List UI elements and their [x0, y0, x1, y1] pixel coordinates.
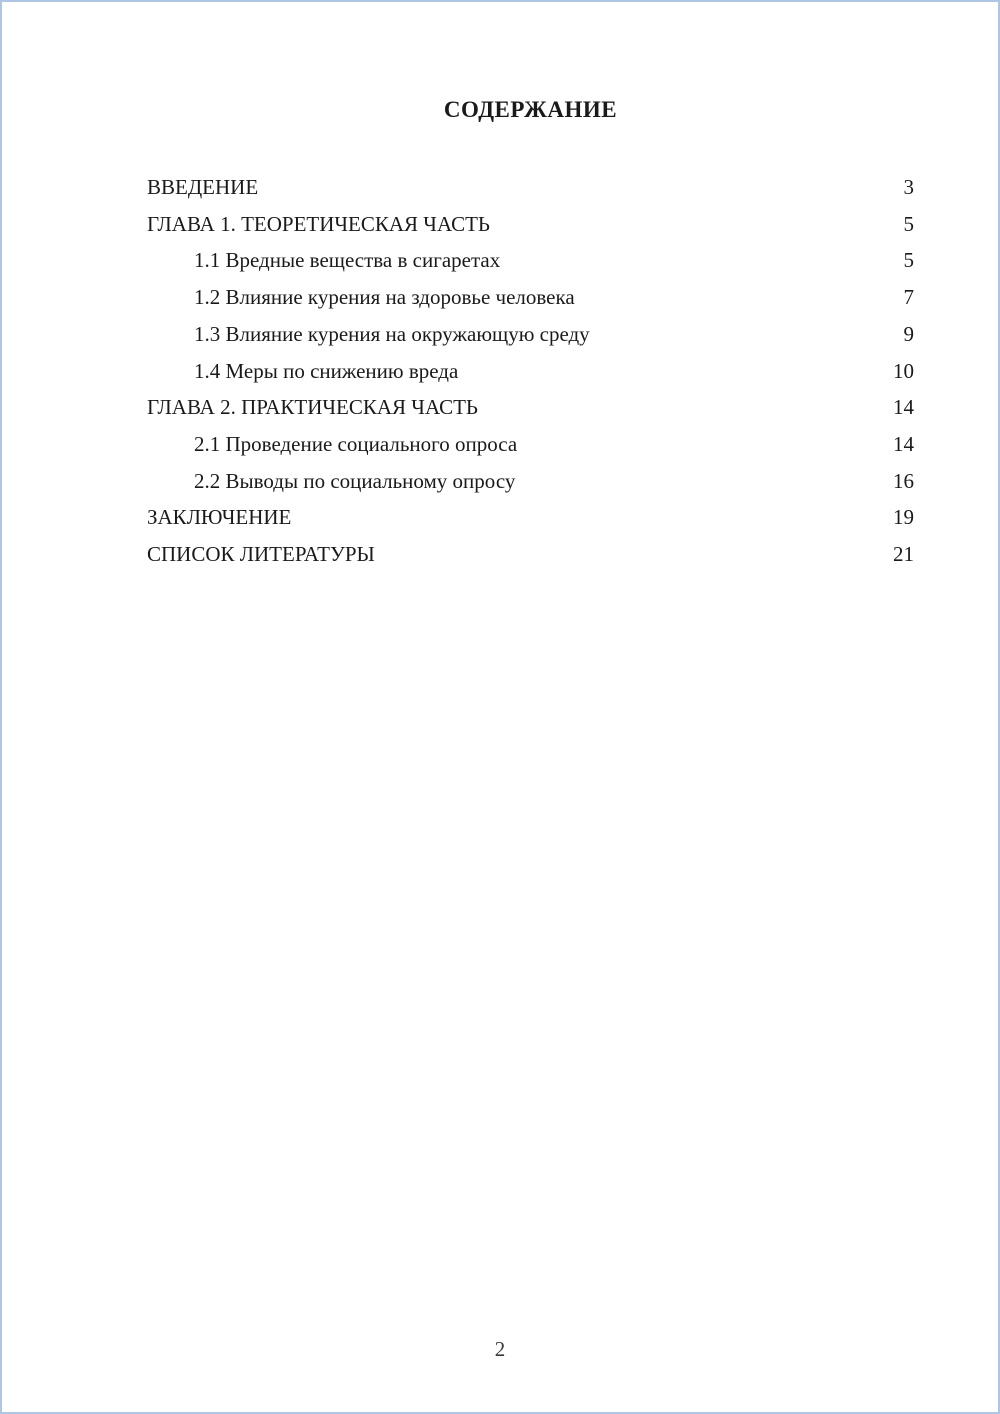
toc-entry-page: 10 [893, 358, 914, 383]
toc-entry [147, 463, 914, 500]
toc-entry-label: ЗАКЛЮЧЕНИЕ [147, 505, 292, 530]
toc-entry-label: ГЛАВА 1. ТЕОРЕТИЧЕСКАЯ ЧАСТЬ [147, 211, 490, 236]
page-title: СОДЕРЖАНИЕ [443, 97, 618, 122]
toc-entry-page: 21 [893, 542, 914, 567]
table-of-contents [147, 169, 914, 573]
toc-entry-label: 1.4 Меры по снижению вреда [194, 358, 459, 383]
toc-entry [147, 389, 914, 426]
toc-entry [147, 169, 914, 206]
toc-entry-page: 19 [893, 505, 914, 530]
toc-entry-page: 3 [903, 175, 914, 199]
toc-entry [147, 353, 914, 390]
toc-entry [147, 426, 914, 463]
toc-entry-label: 2.2 Выводы по социальному опросу [194, 468, 516, 493]
toc-entry [147, 536, 914, 573]
toc-entry-label: 1.3 Влияние курения на окружающую среду [194, 321, 590, 346]
toc-entry-page: 14 [893, 431, 914, 456]
toc-entry [147, 279, 914, 316]
toc-entry-page: 5 [903, 211, 914, 236]
toc-entry-page: 7 [903, 285, 914, 310]
toc-entry-label: СПИСОК ЛИТЕРАТУРЫ [147, 542, 375, 567]
page-number: 2 [494, 1337, 506, 1361]
toc-entry-label: 1.1 Вредные вещества в сигаретах [194, 248, 501, 273]
toc-entry [147, 242, 914, 279]
toc-entry [147, 316, 914, 353]
toc-entry-label: ГЛАВА 2. ПРАКТИЧЕСКАЯ ЧАСТЬ [147, 395, 478, 420]
toc-entry-label: 1.2 Влияние курения на здоровье человека [194, 285, 575, 310]
toc-entry-page: 5 [903, 248, 914, 273]
toc-entry-page: 16 [893, 468, 914, 493]
toc-entry-page: 14 [893, 395, 914, 420]
toc-entry [147, 499, 914, 536]
toc-entry-label: 2.1 Проведение социального опроса [194, 431, 518, 456]
toc-entry-page: 9 [903, 321, 914, 346]
toc-entry-label: ВВЕДЕНИЕ [147, 175, 259, 199]
toc-entry [147, 206, 914, 243]
